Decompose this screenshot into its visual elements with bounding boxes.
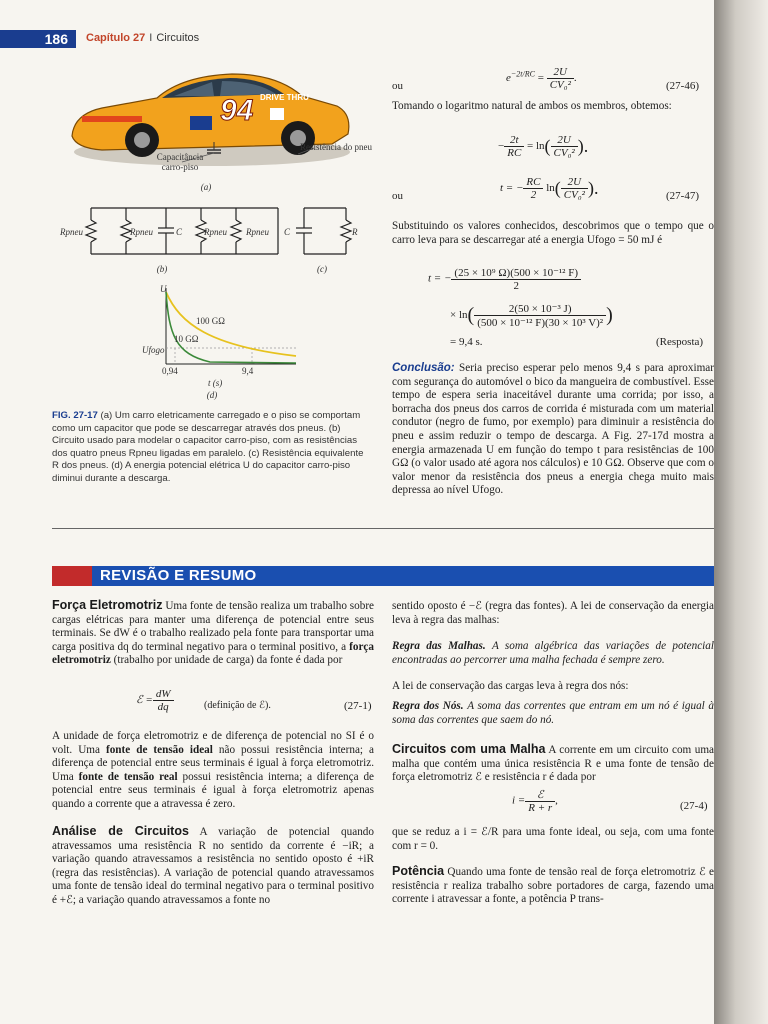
chapter-number: Capítulo 27 (86, 32, 146, 44)
circuit-analysis-heading: Análise de Circuitos (52, 824, 189, 838)
capacitor-label-b: C (176, 227, 183, 237)
junction-rule-text: A soma das correntes que entram em um nó é igual à soma das correntes que saem do nó. (392, 700, 714, 726)
single-loop-text: A corrente em um circuito com uma malha que contém uma única resistência R e uma fonte de tensão de força eletromotriz ℰ e resistência r é dada por (392, 744, 714, 784)
calc-frac2 (474, 302, 606, 329)
calc-num2: 2(50 × 10⁻³ J) (474, 302, 606, 316)
equation-27-47: t = − $\frac{RC}{2}$ ln( $\frac{2U}{\text{CV₀²}}$ ). (500, 176, 599, 201)
eq4-lhs: i = (512, 794, 526, 807)
fem-text-3b: não possui resistência interna; a diferença de potencial entre seus terminais é igual à força eletromotriz. Uma (52, 743, 375, 783)
calculation-result: = 9,4 s. (450, 336, 483, 348)
fem-heading: Força Eletromotriz (52, 598, 163, 612)
calc-frac1 (451, 266, 581, 292)
eq46-base: e (506, 72, 511, 85)
header-separator: I (149, 32, 153, 44)
charge-conservation-text: A lei de conservação das cargas leva à regra dos nós: (392, 680, 629, 692)
eq1-lhs: ℰ = (136, 694, 153, 707)
panel-c-label: (c) (317, 264, 327, 274)
equation-27-4 (512, 788, 558, 814)
panel-d-label: (d) (206, 390, 218, 400)
loop-rule-text: A soma algébrica das variações de potencial encontradas ao percorrer uma malha fechada é sempre zero. (392, 640, 714, 666)
circuit-analysis-text: A variação de potencial quando atravessamos uma resistência R no sentido da corrente é −iR; a variação quando atravessamos a resistência no sentido oposto é +iR (regra das resistências). A variação de potencial quando atravessamos uma fonte de tensão ideal do terminal negativo para o terminal positivo é +ℰ; a variação quando atravessamos a fonte no (52, 826, 374, 906)
graph-y-label: U (160, 284, 167, 294)
eq-tag-27-1: (27-1) (344, 700, 372, 712)
fem-units-paragraph (52, 730, 374, 812)
junction-rule-heading: Regra dos Nós. (392, 700, 464, 712)
substitution-text: Substituindo os valores conhecidos, descobrimos que o tempo que o carro leva para se descarregar até a energia Ufogo = 50 mJ é (392, 220, 714, 246)
calculation-line-2: × ln( $\frac{\text{2(50 × 10⁻³ J)}}{\text{(500 × 10⁻¹² F)(30 × 10³ V)²}}$ ) (450, 303, 613, 329)
eq47-den2: CV₀² (563, 189, 585, 201)
race-car-illustration (62, 58, 362, 184)
calc-den2: (500 × 10⁻¹² F)(30 × 10³ V)² (477, 317, 604, 329)
curve-label-100: 100 GΩ (196, 316, 225, 326)
banner-accent (52, 566, 92, 586)
level-label: Ufogo (142, 345, 165, 355)
page-number: 186 (0, 30, 76, 48)
capacitor-label-c: C (284, 227, 291, 237)
eq46-exponent: −2t/RC (510, 69, 535, 79)
loop-rule-heading: Regra das Malhas. (392, 640, 486, 652)
car-number: 94 (220, 94, 254, 127)
single-loop-heading: Circuitos com uma Malha (392, 742, 546, 756)
eq46-dot: . (573, 72, 577, 85)
eq1-fraction (153, 688, 174, 713)
panel-b-label: (b) (156, 264, 168, 274)
log-text: Tomando o logaritmo natural de ambos os membros, obtemos: (392, 100, 672, 112)
eq47-lhs: t = − (500, 182, 524, 195)
calc-times: × ln (450, 309, 468, 322)
eqln-frac1 (504, 134, 524, 159)
section-divider (52, 528, 714, 529)
fem-paragraph (52, 598, 374, 668)
ideal-source-reduction: que se reduz a i = ℰ/R para uma fonte ideal, ou seja, com uma fonte com r = 0. (392, 826, 714, 852)
resistance-label: Resistência do pneu (300, 142, 372, 152)
eq-tag-27-4: (27-4) (680, 800, 708, 812)
junction-rule-paragraph (392, 700, 714, 727)
figure-caption (52, 410, 366, 486)
eq-tag-27-47: (27-47) (666, 190, 699, 202)
energy-decay-graph (150, 284, 300, 376)
calculation-line-1 (428, 266, 581, 292)
eq47-ln: ln (546, 182, 555, 195)
conclusion-paragraph (392, 362, 714, 498)
calc-den1: 2 (513, 280, 519, 292)
capacitance-label: Capacitância carro-piso (156, 152, 204, 172)
equation-27-46 (506, 66, 577, 91)
loop-rule-paragraph (392, 640, 714, 667)
calc-num1: (25 × 10⁹ Ω)(500 × 10⁻¹² F) (451, 266, 581, 280)
eqln-frac2 (551, 134, 578, 159)
car-brand-decal: DRIVE THRU (260, 93, 309, 102)
graph-x-label: t (s) (208, 378, 223, 388)
eqln-num: 2t (504, 134, 524, 147)
power-text: Quando uma fonte de tensão real de força eletromotriz ℰ e resistência r realiza trabalho sobre portadores de carga, fazendo uma corrente i atravessar a fonte, a potência P trans- (392, 866, 714, 906)
power-heading: Potência (392, 864, 445, 878)
circuit-analysis-paragraph (52, 824, 374, 908)
review-summary-banner (52, 566, 714, 586)
eq1-den: dq (157, 701, 169, 713)
eqln-mid: = ln (527, 140, 545, 153)
running-header (0, 30, 714, 48)
eqln-num2: 2U (551, 134, 578, 147)
equation-27-1 (136, 688, 174, 713)
eqln-den: RC (507, 147, 522, 159)
conclusion-label: Conclusão: (392, 362, 455, 374)
resistor-label-3: Rpneu (204, 227, 227, 237)
real-source-term: fonte de tensão real (78, 770, 178, 783)
resistor-label-2: Rpneu (130, 227, 153, 237)
conclusion-text: Seria preciso esperar pelo menos 9,4 s para aproximar com segurança do automóvel o bico da mangueira de combustível. Esse tempo de espera seria inaceitável durante uma corrida; por isso, a borracha dos pneus dos carros de corrida é misturada com um material condutor (negro de fumo, por exemplo) para diminuir a resistência do pneu e assim reduzir o tempo de descarga. A Fig. 27-17d mostra a energia armazenada U em função do tempo t para resistências de 100 GΩ (o valor usado até agora nos cálculos) e 10 GΩ. Observe que com o valor menor da resistência dos pneus a energia chega muito mais depressa ao nível Ufogo. (392, 362, 714, 497)
eq46-equals: = (537, 72, 544, 85)
section-title: REVISÃO E RESUMO (100, 567, 257, 584)
fem-text-2: (trabalho por unidade de carga) da fonte é dada por (113, 654, 343, 667)
eq47-num: RC (523, 176, 543, 189)
fem-text-3a: A unidade de força eletromotriz e de diferença de potencial no SI é o volt. Uma (52, 730, 374, 756)
eq46-den: CV₀² (549, 79, 571, 91)
eq46-num: 2U (547, 66, 574, 79)
answer-tag: (Resposta) (656, 336, 704, 348)
equation-ln: − $\frac{2t}{RC}$ = ln( $\frac{2U}{\text{CV₀²}}$ ). (498, 134, 589, 159)
resistor-label-4: Rpneu (246, 227, 269, 237)
book-spine-shadow (714, 0, 768, 1024)
eq4-den: R + r (528, 802, 553, 814)
resistor-label-r: R (352, 227, 358, 237)
figure-number: FIG. 27-17 (52, 410, 98, 421)
eq47-frac1 (523, 176, 543, 201)
eq4-fraction (525, 788, 555, 814)
eq46-fraction (547, 66, 574, 91)
or-label-1: ou (392, 80, 403, 92)
single-loop-paragraph (392, 742, 714, 785)
eq4-comma: , (555, 794, 558, 807)
eq-tag-27-46: (27-46) (666, 80, 699, 92)
eqln-den2: CV₀² (553, 147, 575, 159)
ideal-source-term: fonte de tensão ideal (105, 743, 213, 756)
caption-text: (a) Um carro eletricamente carregado e o piso se comportam como um capacitor que pode se descarregar através dos pneus. (b) Circuito usado para modelar o capacitor carro-piso, com as resistências dos quatro pneus Rpneu ligadas em paralelo. (c) Resistência equivalente R dos pneus. (d) A energia potencial elétrica U do capacitor carro-piso diminui durante a descarga. (52, 410, 364, 484)
eq4-num: ℰ (525, 788, 555, 802)
curve-label-10: 10 GΩ (174, 334, 199, 344)
eq47-frac2 (561, 176, 588, 201)
resistor-label-1: Rpneu (60, 227, 83, 237)
x-tick-2: 9,4 (242, 366, 254, 376)
eq47-num2: 2U (561, 176, 588, 189)
sources-rule-text: sentido oposto é −ℰ (regra das fontes). A lei de conservação da energia leva à regra das malhas: (392, 600, 714, 626)
fem-term: força eletromotriz (52, 640, 374, 667)
eq47-den: 2 (530, 189, 537, 201)
x-tick-1: 0,94 (162, 366, 178, 376)
eq1-num: dW (153, 688, 174, 701)
chapter-heading (86, 32, 199, 44)
power-paragraph (392, 864, 714, 907)
calc-lhs: t = − (428, 272, 452, 285)
panel-a-label: (a) (200, 182, 212, 192)
or-label-2: ou (392, 190, 403, 202)
chapter-title: Circuitos (156, 32, 200, 44)
eq1-definition: (definição de ℰ). (204, 700, 271, 711)
fem-text-1: Uma fonte de tensão realiza um trabalho sobre cargas elétricas para manter uma diferença de potencial entre seus terminais. Se dW é o trabalho realizado pela fonte para transportar uma carga positiva dq do terminal negativo para o terminal positivo, a (52, 600, 375, 653)
fem-text-3c: possui resistência interna; a diferença de potencial entre seus terminais é igual à força eletromotriz apenas quando a corrente que a atravessa é zero. (52, 770, 375, 810)
